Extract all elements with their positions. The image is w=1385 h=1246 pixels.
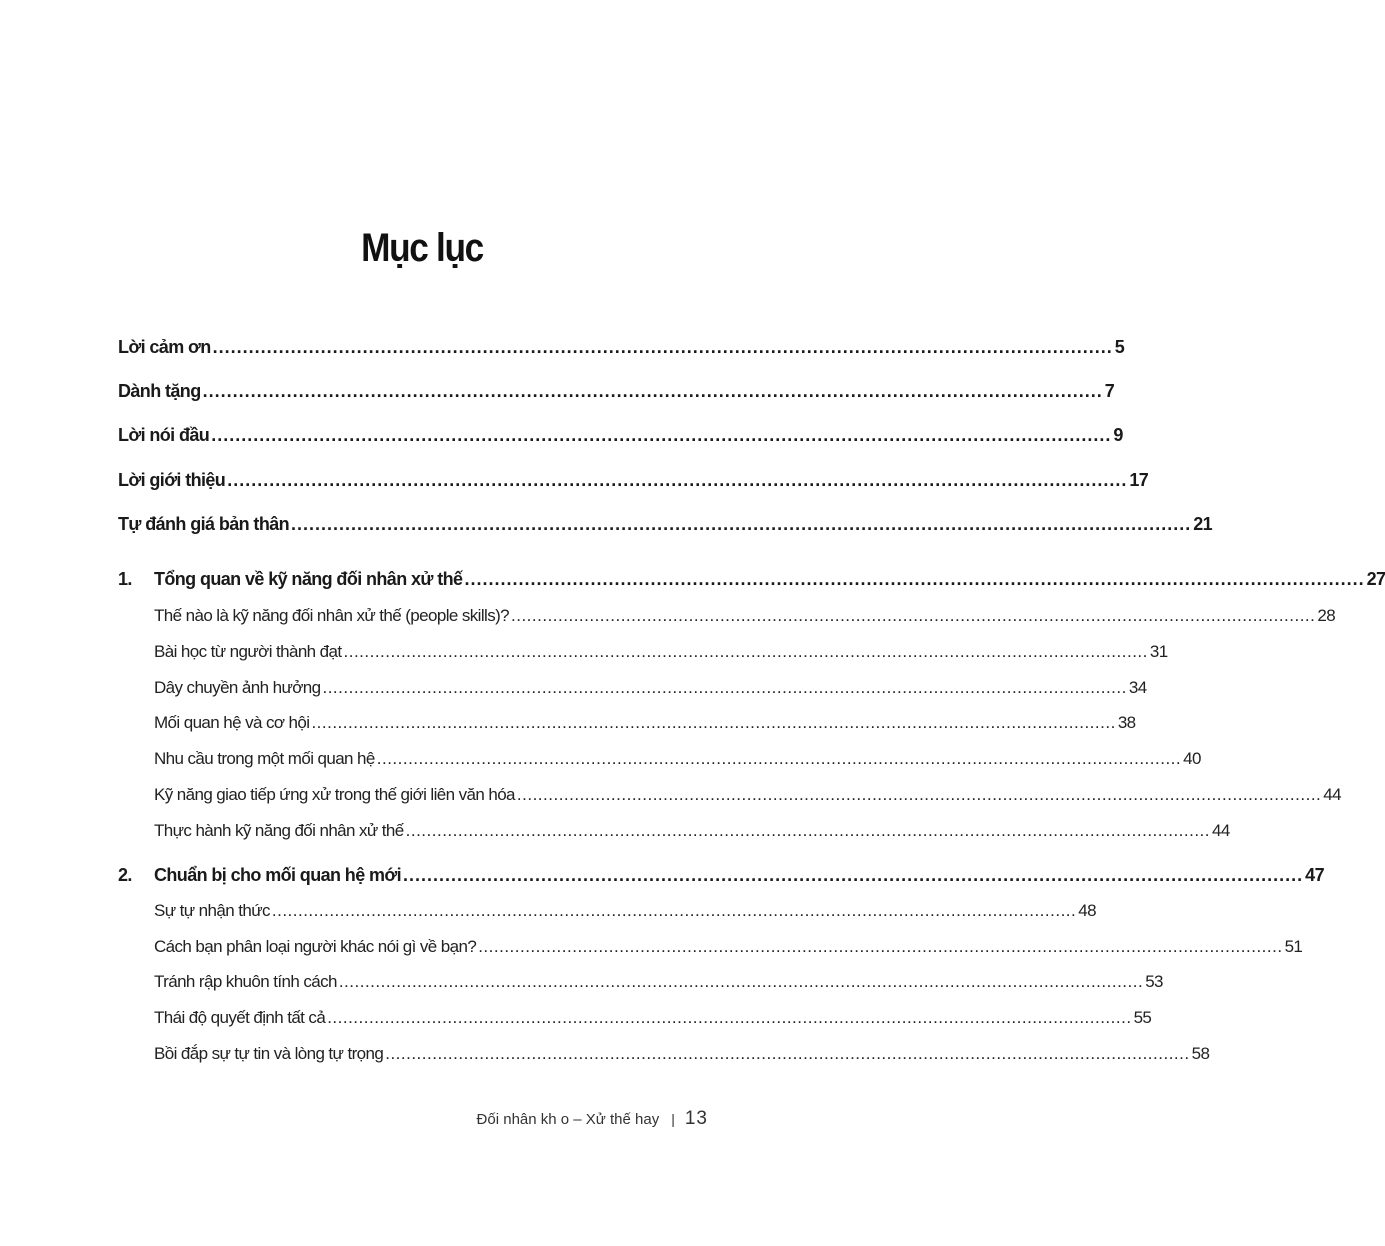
dot-leader: .......................................................................................................................................................... <box>338 972 1144 991</box>
section-title: Bồi đắp sự tự tin và lòng tự trọng <box>154 1044 384 1063</box>
dot-leader: ...................................................................................................................................................... <box>211 425 1112 445</box>
section-page: 58 <box>1191 1044 1210 1063</box>
toc-entry-label: Lời giới thiệu <box>118 470 226 490</box>
chapter-title: Tổng quan về kỹ năng đối nhân xử thế <box>154 569 463 589</box>
page-footer <box>477 1108 708 1130</box>
toc-entry-label: Tự đánh giá bản thân <box>118 514 290 534</box>
dot-leader: ...................................................................................................................................................... <box>464 569 1365 589</box>
section-title: Thực hành kỹ năng đối nhân xử thế <box>154 821 404 840</box>
toc-section[interactable] <box>154 1044 1210 1064</box>
section-page: 34 <box>1128 678 1147 697</box>
toc-entry-page: 9 <box>1113 425 1123 445</box>
section-page: 28 <box>1317 606 1336 625</box>
toc-section[interactable] <box>154 642 1168 662</box>
chapter-page: 47 <box>1305 865 1324 885</box>
toc-entry-label: Lời nói đầu <box>118 425 210 445</box>
section-page: 55 <box>1133 1008 1152 1027</box>
toc-entry-page: 5 <box>1114 337 1125 357</box>
toc-chapter-1[interactable] <box>118 569 1385 590</box>
section-title: Dây chuyền ảnh hưởng <box>154 678 321 697</box>
toc-entry-loi-noi-dau[interactable] <box>118 425 1123 446</box>
section-title: Thái độ quyết định tất cả <box>154 1008 326 1027</box>
section-title: Thế nào là kỹ năng đối nhân xử thế (people skills)? <box>154 606 510 625</box>
toc-section[interactable] <box>154 1008 1152 1028</box>
toc-entry-tu-danh-gia[interactable] <box>118 514 1213 535</box>
toc-entry-loi-cam-on[interactable] <box>118 337 1125 358</box>
toc-entry-danh-tang[interactable] <box>118 381 1115 402</box>
toc-section[interactable] <box>154 821 1230 841</box>
section-page: 38 <box>1117 713 1136 732</box>
dot-leader: .......................................................................................................................................................... <box>376 749 1182 768</box>
toc-entry-loi-gioi-thieu[interactable] <box>118 470 1149 491</box>
chapter-title: Chuẩn bị cho mối quan hệ mới <box>154 865 402 885</box>
section-title: Kỹ năng giao tiếp ứng xử trong thế giới liên văn hóa <box>154 785 515 804</box>
section-page: 48 <box>1078 901 1096 920</box>
toc-section[interactable] <box>154 901 1096 921</box>
dot-leader: ...................................................................................................................................................... <box>212 337 1113 357</box>
dot-leader: .......................................................................................................................................................... <box>271 901 1077 920</box>
toc-entry-page: 17 <box>1129 470 1149 490</box>
page-number: 13 <box>684 1108 708 1129</box>
toc-section[interactable] <box>154 972 1163 992</box>
dot-leader: ...................................................................................................................................................... <box>403 865 1304 885</box>
footer-separator: | <box>671 1111 675 1127</box>
page-title: Mục lục <box>361 226 483 270</box>
dot-leader: .......................................................................................................................................................... <box>311 713 1116 732</box>
running-book-title: Đối nhân kh o – Xử thế hay <box>476 1111 660 1128</box>
section-title: Nhu cầu trong một mối quan hệ <box>154 749 375 768</box>
toc-section[interactable] <box>154 606 1336 626</box>
dot-leader: .......................................................................................................................................................... <box>511 606 1316 625</box>
toc-section[interactable] <box>154 937 1303 957</box>
section-page: 44 <box>1212 821 1230 840</box>
chapter-page: 27 <box>1366 569 1385 589</box>
toc-entry-page: 7 <box>1104 381 1115 401</box>
toc-chapter-2[interactable] <box>118 865 1324 886</box>
dot-leader: ...................................................................................................................................................... <box>202 381 1103 401</box>
section-page: 53 <box>1145 972 1163 991</box>
toc-section[interactable] <box>154 785 1341 805</box>
toc-entry-label: Dành tặng <box>118 381 201 401</box>
dot-leader: .......................................................................................................................................................... <box>343 642 1148 661</box>
section-page: 31 <box>1149 642 1168 661</box>
section-title: Mối quan hệ và cơ hội <box>154 713 310 732</box>
dot-leader: .......................................................................................................................................................... <box>516 785 1322 804</box>
chapter-number: 1. <box>118 569 132 589</box>
section-page: 51 <box>1284 937 1303 956</box>
dot-leader: .......................................................................................................................................................... <box>322 678 1127 697</box>
dot-leader: ...................................................................................................................................................... <box>227 470 1128 490</box>
section-page: 40 <box>1183 749 1201 768</box>
section-title: Tránh rập khuôn tính cách <box>154 972 337 991</box>
toc-section[interactable] <box>154 713 1136 733</box>
toc-entry-page: 21 <box>1193 514 1213 534</box>
dot-leader: .......................................................................................................................................................... <box>385 1044 1190 1063</box>
dot-leader: ...................................................................................................................................................... <box>291 514 1192 534</box>
dot-leader: .......................................................................................................................................................... <box>327 1008 1132 1027</box>
section-title: Cách bạn phân loại người khác nói gì về bạn? <box>154 937 477 956</box>
toc-section[interactable] <box>154 678 1147 698</box>
section-title: Bài học từ người thành đạt <box>154 642 342 661</box>
toc-section[interactable] <box>154 749 1201 769</box>
dot-leader: .......................................................................................................................................................... <box>405 821 1211 840</box>
section-title: Sự tự nhận thức <box>154 901 270 920</box>
dot-leader: .......................................................................................................................................................... <box>478 937 1283 956</box>
toc-entry-label: Lời cảm ơn <box>118 337 211 357</box>
section-page: 44 <box>1323 785 1341 804</box>
chapter-number: 2. <box>118 865 132 885</box>
